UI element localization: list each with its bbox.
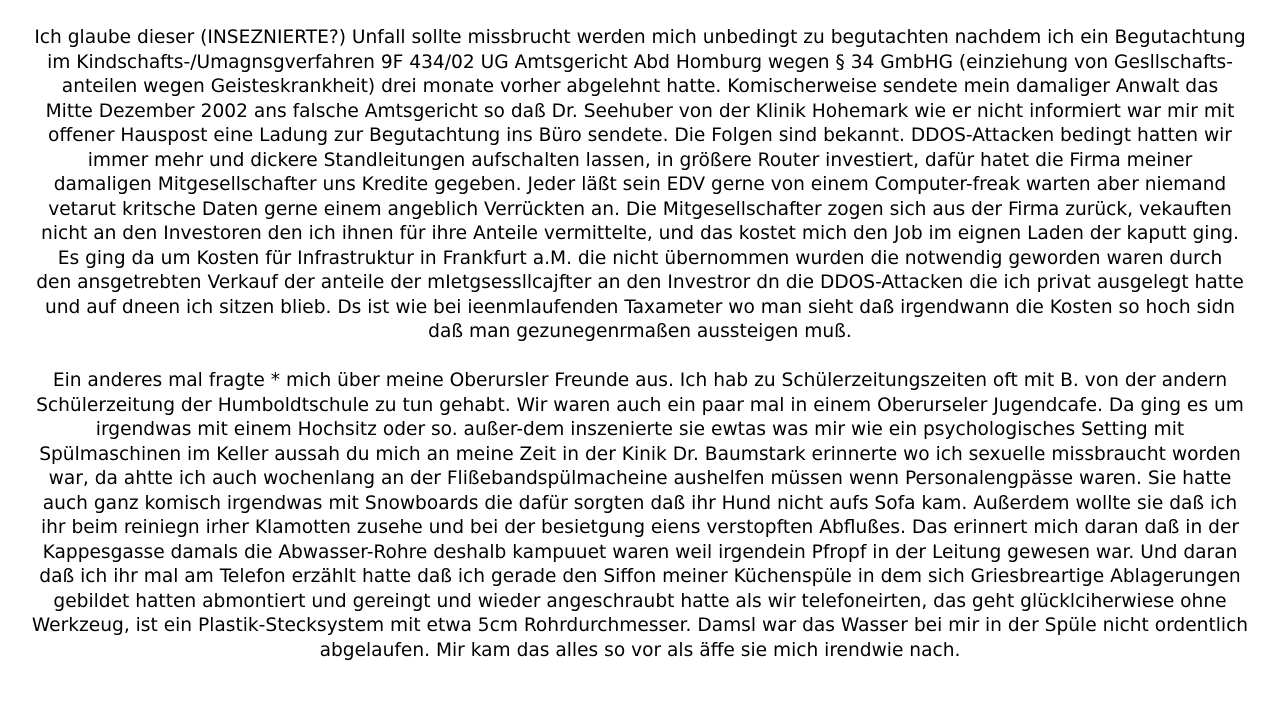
text-line: irgendwas mit einem Hochsitz oder so. außer-dem inszenierte sie ewtas was mir wie ein psychologisches Setting mit	[95, 419, 1185, 440]
text-line: Ein anderes mal fragte * mich über meine Oberursler Freunde aus. Ich hab zu Schülerzeitungszeiten oft mit B. von der andern	[52, 370, 1228, 391]
text-line: Werkzeug, ist ein Plastik-Stecksystem mit etwa 5cm Rohrdurchmesser. Damsl war das Wasser bei mir in der Spüle nicht ordentlich	[31, 615, 1249, 636]
text-line: den ansgetrebten Verkauf der anteile der mIetgsessllcajfter an den Investror dn die DDOS-Attacken die ich privat ausgelegt hatte	[36, 272, 1244, 293]
text-line: daß man gezunegenrmaßen aussteigen muß.	[428, 321, 852, 342]
text-line: abgelaufen. Mir kam das alles so vor als äffe sie mich irendwie nach.	[319, 639, 961, 661]
paragraph-unfall	[0, 26, 1280, 345]
text-line: Ich glaube dieser (INSEZNIERTE?) Unfall sollte missbrucht werden mich unbedingt zu begutachten nachdem ich ein Begutachtung	[34, 27, 1246, 48]
text-line: nicht an den Investoren den ich ihnen für ihre Anteile vermittelte, und das kostet mich den Job im eignen Laden der kaputt ging.	[41, 223, 1239, 244]
text-line: Mitte Dezember 2002 ans falsche Amtsgericht so daß Dr. Seehuber von der Klinik Hohemark wie er nicht informiert war mir mit	[45, 100, 1235, 122]
text-line: Es ging da um Kosten für Infrastruktur in Frankfurt a.M. die nicht übernommen wurden die notwendig geworden waren durch	[57, 247, 1223, 269]
text-line: im Kindschafts-/Umagnsgverfahren 9F 434/02 UG Amtsgericht Abd Homburg wegen § 34 GmbHG (einziehung von Gesllschafts-	[47, 51, 1233, 73]
paragraph-gap	[0, 345, 1280, 370]
text-line: immer mehr und dickere Standleitungen aufschalten lassen, in größere Router investiert, dafür hatet die Firma meiner	[87, 149, 1193, 171]
text-line: Schülerzeitung der Humboldtschule zu tun gehabt. Wir waren auch ein paar mal in einem Oberurseler Jugendcafe. Da ging es um	[36, 394, 1244, 416]
text-line: ihr beim reiniegn irher Klamotten zusehe und bei der besietgung eiens verstopften Abflußes. Das erinnert mich daran daß in der	[40, 517, 1240, 538]
text-line: und auf dneen ich sitzen blieb. Ds ist wie bei ieenmlaufenden Taxameter wo man sieht daß irgendwann die Kosten so hoch sidn	[44, 296, 1236, 318]
text-line: daß ich ihr mal am Telefon erzählt hatte daß ich gerade den Siffon meiner Küchenspüle in dem sich Griesbreartige Ablagerungen	[39, 566, 1241, 587]
text-line: war, da ahtte ich auch wochenlang an der Flißebandspülmacheine aushelfen müssen wenn Personalengpässe waren. Sie hatte	[48, 468, 1232, 489]
text-line: Kappesgasse damals die Abwasser-Rohre deshalb kampuuet waren weil irgendein Pfropf in der Leitung gewesen war. Und daran	[42, 541, 1238, 563]
text-line: gebildet hatten abmontiert und gereingt und wieder angeschraubt hatte als wir telefoneirten, das geht glücklciherwiese ohne	[53, 590, 1227, 612]
text-line: damaligen Mitgesellschafter uns Kredite gegeben. Jeder läßt sein EDV gerne von einem Computer-freak warten aber niemand	[53, 174, 1227, 195]
text-line: anteilen wegen Geisteskrankheit) drei monate vorher abgelehnt hatte. Komischerweise sendete mein damaliger Anwalt das	[61, 76, 1219, 97]
text-line: vetarut kritsche Daten gerne einem angeblich Verrückten an. Die Mitgesellschafter zogen sich aus der Firma zurück, vekauften	[48, 198, 1232, 220]
text-line: Spülmaschinen im Keller aussah du mich an meine Zeit in der Kinik Dr. Baumstark erinnerte wo ich sexuelle missbraucht worden	[39, 443, 1241, 465]
paragraph-oberursel	[0, 369, 1280, 663]
text-line: auch ganz komisch irgendwas mit Snowboards die dafür sorgten daß ihr Hund nicht aufs Sofa kam. Außerdem wollte sie daß ich	[42, 492, 1238, 514]
text-line: offener Hauspost eine Ladung zur Begutachtung ins Büro sendete. Die Folgen sind bekannt. DDOS-Attacken bedingt hatten wir	[48, 125, 1232, 146]
document-page	[0, 26, 1280, 663]
